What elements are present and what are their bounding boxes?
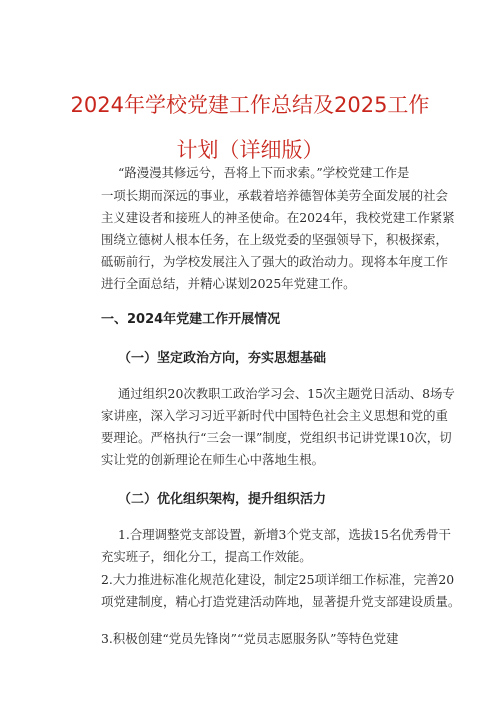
intro-line: “路漫漫其修远兮，吾将上下而求索。”学校党建工作是 [118, 165, 410, 180]
intro-line: 一项长期而深远的事业，承载着培养德智体美劳全面发展的社会 [101, 188, 448, 203]
subsection-heading-2: （二）优化组织架构，提升组织活力 [118, 492, 327, 507]
section-heading: 一、2024年党建工作开展情况 [101, 312, 281, 327]
document-title-line-2: 计划（详细版） [176, 138, 324, 162]
body-line: 通过组织20次教职工政治学习会、15次主题党日活动、8场专 [118, 386, 455, 401]
body-line: 充实班子，细化分工，提高工作效能。 [101, 549, 312, 564]
body-line: 实让党的创新理论在师生心中落地生根。 [101, 452, 325, 467]
body-line: 1.合理调整党支部设置，新增3个党支部，选拔15名优秀骨干 [118, 527, 451, 542]
body-line: 项党建制度，精心打造党建活动阵地，显著提升党支部建设质量。 [101, 594, 461, 609]
subsection-heading-1: （一）坚定政治方向，夯实思想基础 [118, 351, 327, 366]
intro-line: 围绕立德树人根本任务，在上级党委的坚强领导下，积极探索， [101, 232, 448, 247]
intro-line: 主义建设者和接班人的神圣使命。在2024年，我校党建工作紧紧 [101, 210, 455, 225]
body-line: 3.积极创建“党员先锋岗”“党员志愿服务队”等特色党建 [101, 631, 399, 646]
body-line: 家讲座，深入学习习近平新时代中国特色社会主义思想和党的重 [101, 408, 448, 423]
intro-line: 进行全面总结，并精心谋划2025年党建工作。 [101, 276, 356, 291]
body-line: 2.大力推进标准化规范化建设，制定25项详细工作标准，完善20 [101, 572, 455, 587]
intro-line: 砥砺前行，为学校发展注入了强大的政治动力。现将本年度工作 [101, 254, 448, 269]
body-line: 要理论。严格执行“三会一课”制度，党组织书记讲党课10次，切 [101, 430, 452, 445]
document-title-line-1: 2024年学校党建工作总结及2025工作 [70, 93, 430, 117]
